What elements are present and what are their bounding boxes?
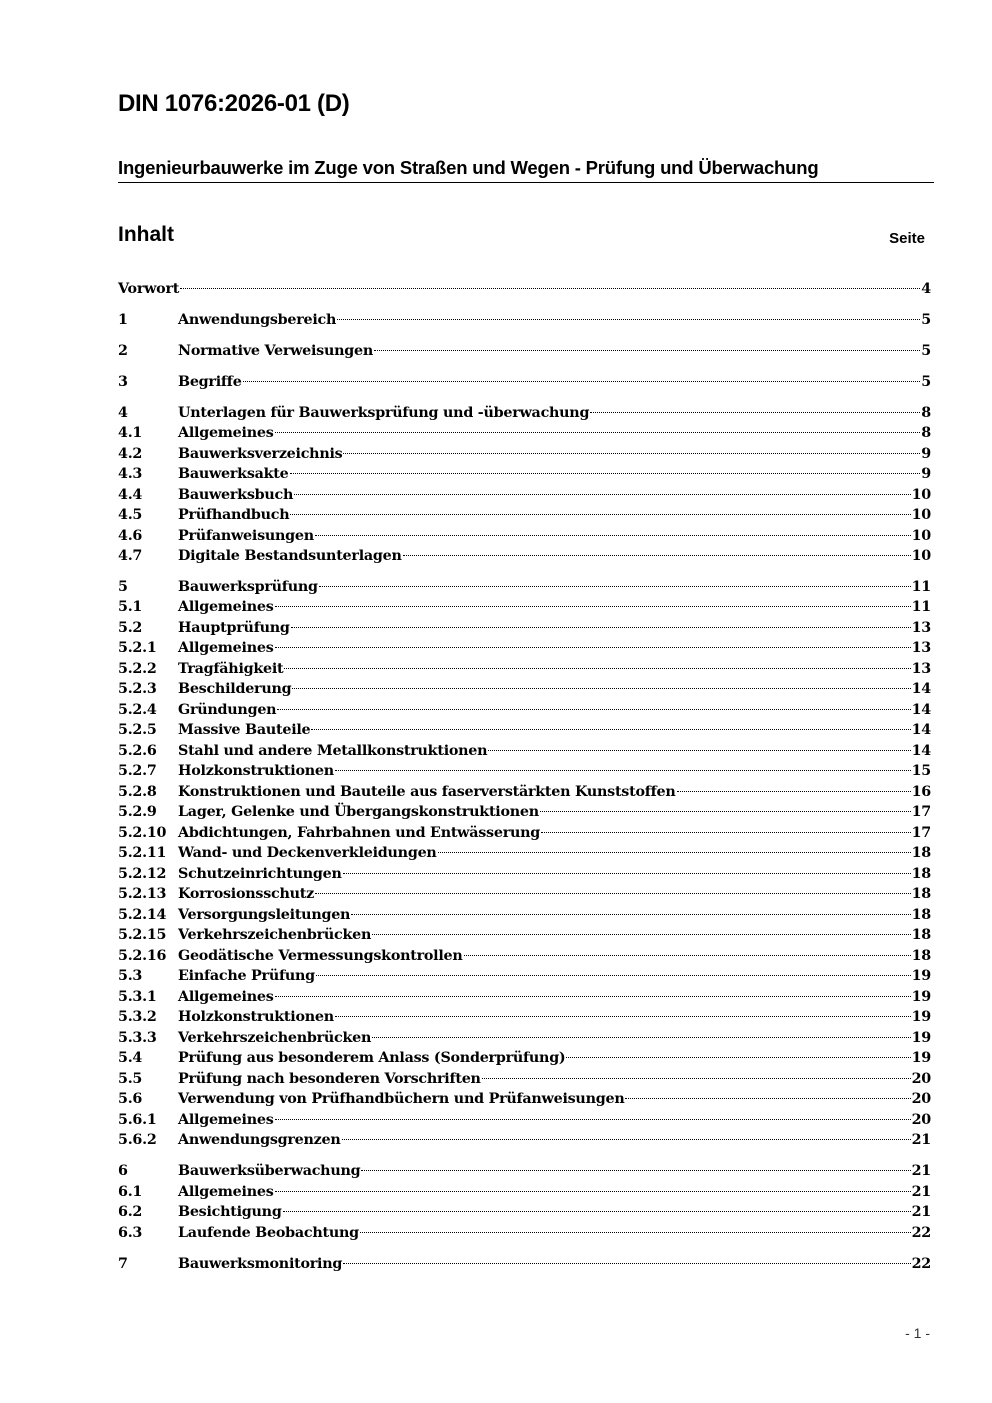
toc-entry-page: 11 [911,599,931,616]
toc-entry[interactable] [118,526,931,547]
toc-entry[interactable] [118,444,931,465]
toc-dot-leader [482,1078,911,1079]
toc-dot-leader [438,852,911,853]
toc-entry[interactable] [118,946,931,967]
toc-entry-page: 16 [911,783,931,800]
toc-entry-number: 1 [118,311,128,328]
toc-dot-leader [290,514,910,515]
toc-entry-page: 19 [911,1029,931,1046]
toc-entry-number: 5.3.1 [118,988,157,1005]
toc-entry[interactable] [118,679,931,700]
toc-entry-number: 2 [118,342,128,359]
toc-entry-page: 10 [911,527,931,544]
toc-entry-number: 3 [118,373,128,390]
toc-entry-number: 6.3 [118,1224,143,1241]
toc-entry[interactable] [118,1110,931,1131]
toc-entry-number: 5.1 [118,599,143,616]
toc-dot-leader [464,955,911,956]
toc-entry-page: 10 [911,507,931,524]
document-title: DIN 1076:2026-01 (D) [118,90,350,117]
toc-entry-page: 17 [911,804,931,821]
toc-entry-label: Prüfanweisungen [178,527,314,544]
toc-entry-page: 22 [911,1255,931,1272]
toc-entry-label: Prüfhandbuch [178,507,290,524]
toc-entry[interactable] [118,1069,931,1090]
toc-entry-number: 5.2.11 [118,845,167,862]
toc-entry-page: 19 [911,988,931,1005]
toc-entry-page: 18 [911,927,931,944]
toc-entry-label: Digitale Bestandsunterlagen [178,548,402,565]
toc-entry-page: 19 [911,968,931,985]
toc-dot-leader [275,432,921,433]
toc-entry-number: 5.2.12 [118,865,167,882]
toc-heading: Inhalt [118,223,174,246]
toc-entry-label: Holzkonstruktionen [178,763,334,780]
toc-entry-number: 4.6 [118,527,143,544]
toc-entry[interactable] [118,1254,931,1275]
toc-dot-leader [361,1170,910,1171]
toc-entry-page: 21 [911,1132,931,1149]
toc-entry-number: 5 [118,578,128,595]
toc-entry-number: 5.6.2 [118,1132,157,1149]
toc-entry-number: 5.2.1 [118,640,157,657]
toc-entry-label: Laufende Beobachtung [178,1224,359,1241]
toc-entry[interactable] [118,782,931,803]
toc-entry-page: 14 [911,742,931,759]
toc-entry-page: 17 [911,824,931,841]
toc-entry[interactable] [118,823,931,844]
toc-dot-leader [351,914,910,915]
toc-entry-label: Prüfung aus besonderem Anlass (Sonderprüfung) [178,1050,566,1067]
toc-entry[interactable] [118,279,931,300]
toc-dot-leader [275,1191,911,1192]
toc-entry-number: 6.1 [118,1183,143,1200]
toc-entry-label: Bauwerksakte [178,466,289,483]
toc-dot-leader [343,453,920,454]
toc-dot-leader [316,975,911,976]
toc-entry-number: 6.2 [118,1204,143,1221]
toc-dot-leader [335,1016,911,1017]
toc-entry[interactable] [118,741,931,762]
toc-dot-leader [360,1232,911,1233]
toc-entry-page: 21 [911,1163,931,1180]
toc-entry-number: 5.2.6 [118,742,157,759]
toc-dot-leader [277,709,910,710]
toc-entry-number: 5.2.14 [118,906,167,923]
toc-entry-number: 4.4 [118,486,143,503]
toc-entry-label: Allgemeines [178,1183,274,1200]
toc-entry-label: Bauwerksmonitoring [178,1255,343,1272]
toc-entry[interactable] [118,884,931,905]
toc-entry-number: 5.2 [118,619,143,636]
toc-entry-page: 21 [911,1204,931,1221]
toc-entry-label: Wand- und Deckenverkleidungen [178,845,437,862]
toc-entry[interactable] [118,546,931,567]
toc-entry-number: 6 [118,1163,128,1180]
toc-entry-number: 4.3 [118,466,143,483]
toc-dot-leader [566,1057,910,1058]
toc-entry[interactable] [118,966,931,987]
toc-dot-leader [403,555,911,556]
toc-entry-page: 8 [921,404,931,421]
toc-dot-leader [180,288,920,289]
toc-entry-number: 5.3.3 [118,1029,157,1046]
toc-dot-leader [294,494,910,495]
toc-entry[interactable] [118,1182,931,1203]
toc-entry-number: 5.2.7 [118,763,157,780]
toc-entry-label: Allgemeines [178,599,274,616]
toc-entry[interactable] [118,1089,931,1110]
toc-entry[interactable] [118,720,931,741]
toc-entry-number: 5.2.9 [118,804,157,821]
toc-dot-leader [590,412,920,413]
toc-dot-leader [319,586,911,587]
toc-dot-leader [343,873,911,874]
toc-dot-leader [342,1139,911,1140]
toc-entry-page: 18 [911,947,931,964]
toc-dot-leader [343,1263,910,1264]
toc-dot-leader [311,729,910,730]
toc-dot-leader [372,1037,910,1038]
toc-entry-page: 9 [921,466,931,483]
toc-entry-label: Beschilderung [178,681,292,698]
toc-entry-label: Prüfung nach besonderen Vorschriften [178,1070,481,1087]
toc-entry-page: 18 [911,865,931,882]
toc-entry-number: 5.4 [118,1050,143,1067]
toc-entry-page: 22 [911,1224,931,1241]
toc-entry-label: Besichtigung [178,1204,282,1221]
toc-entry-number: 4.7 [118,548,143,565]
toc-entry[interactable] [118,1130,931,1151]
toc-dot-leader [541,832,911,833]
toc-entry-page: 5 [921,311,931,328]
toc-entry-page: 20 [911,1111,931,1128]
toc-entry-label: Lager, Gelenke und Übergangskonstruktionen [178,804,539,821]
toc-entry[interactable] [118,403,931,424]
toc-entry[interactable] [118,1007,931,1028]
toc-page-column-label: Seite [889,230,925,247]
toc-entry-number: 5.2.15 [118,927,167,944]
toc-entry-label: Hauptprüfung [178,619,290,636]
toc-entry-label: Tragfähigkeit [178,660,284,677]
toc-dot-leader [315,535,911,536]
toc-entry-label: Verkehrszeichenbrücken [178,1029,372,1046]
toc-dot-leader [275,647,911,648]
toc-dot-leader [335,770,911,771]
toc-entry[interactable] [118,843,931,864]
toc-entry-page: 10 [911,548,931,565]
toc-entry-page: 14 [911,722,931,739]
toc-entry-page: 19 [911,1009,931,1026]
toc-entry[interactable] [118,464,931,485]
toc-entry[interactable] [118,905,931,926]
toc-entry-label: Normative Verweisungen [178,342,374,359]
toc-dot-leader [372,934,910,935]
toc-entry-label: Allgemeines [178,1111,274,1128]
toc-dot-leader [290,473,921,474]
toc-dot-leader [315,893,911,894]
toc-dot-leader [374,350,920,351]
toc-entry-label: Stahl und andere Metallkonstruktionen [178,742,488,759]
toc-entry-page: 11 [911,578,931,595]
toc-entry[interactable] [118,638,931,659]
toc-entry-label: Bauwerksüberwachung [178,1163,361,1180]
toc-entry-page: 10 [911,486,931,503]
toc-entry-number: 5.2.4 [118,701,157,718]
toc-dot-leader [291,627,911,628]
toc-entry[interactable] [118,423,931,444]
toc-entry-page: 5 [921,342,931,359]
toc-entry[interactable] [118,372,931,393]
toc-entry-label: Versorgungsleitungen [178,906,351,923]
toc-entry-label: Einfache Prüfung [178,968,315,985]
toc-entry-number: 5.2.16 [118,947,167,964]
toc-entry[interactable] [118,597,931,618]
toc-entry-label: Verkehrszeichenbrücken [178,927,372,944]
toc-entry[interactable] [118,341,931,362]
toc-dot-leader [488,750,910,751]
toc-entry-number: 7 [118,1255,128,1272]
toc-entry-label: Allgemeines [178,640,274,657]
toc-entry[interactable] [118,505,931,526]
toc-entry-label: Vorwort [118,281,180,297]
toc-entry-label: Geodätische Vermessungskontrollen [178,947,463,964]
toc-entry[interactable] [118,925,931,946]
toc-entry-page: 18 [911,845,931,862]
toc-entry-page: 13 [911,640,931,657]
toc-entry-number: 5.2.3 [118,681,157,698]
toc-entry-label: Verwendung von Prüfhandbüchern und Prüfanweisungen [178,1091,625,1108]
toc-entry-page: 14 [911,701,931,718]
toc-entry[interactable] [118,700,931,721]
page-number: - 1 - [905,1325,930,1341]
toc-dot-leader [275,996,911,997]
toc-entry-page: 13 [911,619,931,636]
toc-entry[interactable] [118,987,931,1008]
toc-dot-leader [243,381,921,382]
toc-entry-page: 21 [911,1183,931,1200]
toc-entry-number: 5.3 [118,968,143,985]
toc-entry[interactable] [118,659,931,680]
toc-entry-label: Konstruktionen und Bauteile aus faserverstärkten Kunststoffen [178,783,676,800]
toc-dot-leader [275,1119,911,1120]
toc-entry-page: 19 [911,1050,931,1067]
toc-dot-leader [677,791,911,792]
toc-entry-page: 13 [911,660,931,677]
toc-entry-page: 9 [921,445,931,462]
toc-entry-page: 20 [911,1091,931,1108]
toc-entry-label: Korrosionsschutz [178,886,314,903]
toc-entry[interactable] [118,1223,931,1244]
toc-dot-leader [292,688,910,689]
toc-dot-leader [625,1098,910,1099]
toc-entry[interactable] [118,618,931,639]
toc-entry-page: 5 [921,373,931,390]
toc-entry-label: Anwendungsbereich [178,311,337,328]
document-subtitle: Ingenieurbauwerke im Zuge von Straßen und Wegen - Prüfung und Überwachung [118,157,934,183]
toc-entry-number: 5.6 [118,1091,143,1108]
toc-entry-label: Anwendungsgrenzen [178,1132,341,1149]
toc-entry-label: Unterlagen für Bauwerksprüfung und -überwachung [178,404,590,421]
toc-entry[interactable] [118,1161,931,1182]
toc-entry-number: 5.5 [118,1070,143,1087]
toc-dot-leader [275,606,911,607]
toc-entry-label: Schutzeinrichtungen [178,865,342,882]
toc-entry-number: 5.3.2 [118,1009,157,1026]
toc-entry-label: Bauwerksverzeichnis [178,445,343,462]
toc-entry-number: 4.5 [118,507,143,524]
toc-entry-number: 5.2.2 [118,660,157,677]
toc-entry[interactable] [118,761,931,782]
toc-entry[interactable] [118,1202,931,1223]
toc-entry-page: 18 [911,886,931,903]
toc-entry[interactable] [118,310,931,331]
toc-entry-label: Massive Bauteile [178,722,311,739]
toc-dot-leader [284,668,910,669]
toc-entry[interactable] [118,1048,931,1069]
toc-entry-number: 5.2.8 [118,783,157,800]
toc-dot-leader [283,1211,911,1212]
toc-entry-label: Abdichtungen, Fahrbahnen und Entwässerung [178,824,541,841]
toc-entry[interactable] [118,1028,931,1049]
toc-entry-number: 4.2 [118,445,143,462]
toc-entry-page: 20 [911,1070,931,1087]
toc-dot-leader [540,811,911,812]
toc-entry-number: 5.2.5 [118,722,157,739]
toc-entry-page: 15 [911,763,931,780]
toc-entry-page: 14 [911,681,931,698]
toc-entry-number: 5.2.10 [118,824,167,841]
toc-entry-number: 5.6.1 [118,1111,157,1128]
toc-entry-label: Holzkonstruktionen [178,1009,334,1026]
toc-entry-number: 4.1 [118,425,143,442]
toc-entry-page: 8 [921,425,931,442]
toc-entry-page: 4 [921,281,931,297]
toc-dot-leader [337,319,920,320]
toc-entry-label: Bauwerksprüfung [178,578,318,595]
toc-entry-page: 18 [911,906,931,923]
toc-entry-label: Allgemeines [178,425,274,442]
toc-entry[interactable] [118,864,931,885]
toc-entry[interactable] [118,485,931,506]
toc-entry[interactable] [118,577,931,598]
toc-entry-number: 5.2.13 [118,886,167,903]
toc-entry-label: Gründungen [178,701,277,718]
toc-entry-number: 4 [118,404,128,421]
toc-entry[interactable] [118,802,931,823]
table-of-contents [118,279,931,1274]
toc-entry-label: Allgemeines [178,988,274,1005]
toc-entry-label: Begriffe [178,373,242,390]
toc-entry-label: Bauwerksbuch [178,486,294,503]
